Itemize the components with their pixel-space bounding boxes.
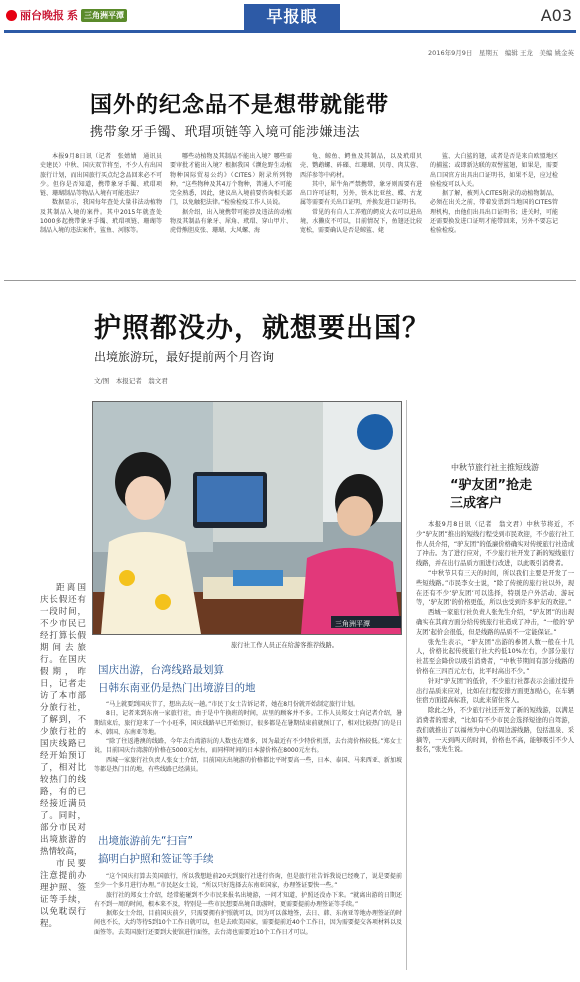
section-heading: 搞明白护照和签证等手续 [98,853,214,865]
story2-title: 护照都没办，就想要出国？ [94,313,430,344]
side-story-title: “驴友团”抢走 [450,478,533,493]
side-para: 本报9月8日讯（记者 翁文君）中秋节将近，不少“驴友团”推出的短线行程受到市民欢迎，不少旅行社工作人员介绍，“驴友团”的低廉价格确实对传统旅行社造成了冲击。为了进行应对，不少旅行社开发了新的短线旅行线路，并在出行品质方面进行改进，以此吸引消费者。 [416,521,574,568]
story1-para: 数据显示，我国每年查处大量非法动植物及其制品入境的案件。其中2015年就查处1000多起携带象牙手镯、玳瑁项链、珊瑚等制品入境的违法案件，鲨鱼、河豚等。 [40,199,162,235]
photo-illustration [93,402,401,634]
story2-intro: 距离国庆长假还有一段时间，不少市民已经打算长假期间去旅行。在国庆假期，昨日，记者走访了本市部分旅行社，了解到，不少旅行社的国庆线路已经开始预订了，相对比较热门的线路，有的已经接近满员了。同时，部分市民对出境旅游的热情较高， [40,583,86,857]
story1-para: 据介绍，出入境携带可能涉及违法的动植物及其制品有象牙、犀角、玳瑁、穿山甲片、虎骨熊胆皮张、珊瑚、大风螺、海 [170,208,292,235]
story1-col2 [170,152,292,270]
story1-para: 其中，犀牛角严禁携带，象牙则需要有进出口许可证明，另外，铁木比亚丝、蝶、古龙属等需要有关出口证明，并换发进口证明书。 [300,180,422,207]
masthead-rule [4,30,576,33]
story2-body2 [94,872,402,972]
story1-para: 鲨、大白鲨的翅，或者是否是来自欧盟地区的捕鲨；或即新达联的双髻鲨翅，如果是，需要出口国官方出具出口证明书，如果不是，应过检验检疫可以入关。 [430,153,558,188]
section-title: 早报眼 [244,4,340,30]
section-word: 系 [67,9,78,22]
story1-col3 [300,152,422,270]
side-para: “中秋节只有三天的时间，所以我们主要是开发了一些短线路。”市民李女士说，“除了传统的旅行社以外，现在还有不少‘驴友团’可以选择，特别是户外活动、游玩等，‘驴友团’的价格更低，所以也受到许多驴友的欢迎。” [416,569,574,607]
side-story-header [416,462,574,513]
story2-para: 8日，记者来到东南一家旅行社，由于是中午换班的时间，店里的顾客并不多。工作人员郑女士向记者介绍，暑期结束后，旅行迎来了一个小旺季，国庆线路早已开始预订，很多都是在暑期结束前就预订了，相对比较热门的是日本、韩国、东南亚等地。 [94,710,402,736]
side-para: 张先生表示，“驴友团”出游的参团人数一般在十几人，价格比起传统旅行社大约低10%左右，少部分旅行社甚至会降价以吸引消费者，“中秋节期间有部分线路的价格在三四百元左右，比平时高出不少。” [416,638,574,675]
story2-subtitle: 出境旅游玩，最好提前两个月咨询 [94,350,275,364]
story1-lead: 本报9月8日讯（记者 张婧婧 通讯员 史建民）中秋、国庆双节将至，不少人有出国旅行计划，而出国旅行买点纪念品回来必不可少。但你是否知道，携带象牙手镯、玳瑁项链、珊瑚制品等物品入境有可能违法？ [40,153,169,198]
dateline: 2016年9月9日 星期五 编辑 王龙 美编 姚金英 [428,49,574,57]
story2-byline: 文/图 本报记者 翁文君 [94,377,168,385]
side-story-kicker: 中秋节旅行社主推短线游 [451,463,539,472]
paper-name: 丽台晚报 [20,9,64,22]
story1-subtitle: 携带象牙手镯、玳瑁项链等入境可能涉嫌违法 [90,125,361,140]
photo-watermark: 三角洲平潭 [335,620,370,628]
side-story-title-2: 三成客户 [450,496,503,511]
column-divider [406,400,407,970]
story1-para: 哪些动植物及其制品不能出入境？哪些需要审批才能出入境？根据我国《濒危野生动植物种国际贸易公约》（CITES）附录所列物种，“这些物种及其4万个物种，普通人不可能完全熟悉，因此，建议出入境前要咨询相关部门，以免触犯法律。”检验检疫工作人员说。 [170,153,292,207]
story1-para: 龟、鲸鱼、鳄鱼及其制品，以及玳瑁贝壳、鹦鹉螺、砗磲、红珊瑚、贝母、肉苁蓉、西洋参等中药材。 [300,153,422,179]
side-story-body [416,520,574,970]
side-para: 西城一家旅行社负责人张先生介绍，“驴友团”的出现确实在其商方面分给传统旅行社造成了冲击，“一般的‘驴友团’起价会很低，但是线路的品质不一定能保证。” [416,609,574,636]
masthead [4,4,576,30]
story1-col1 [40,152,169,270]
story2-intro: 市民要注意提前办理护照、签证等手续，以免耽误行程。 [40,859,86,929]
section-heading: 日韩东南亚仍是热门出境游目的地 [98,682,256,694]
story2-left-col [40,582,86,964]
story-divider [4,280,576,281]
side-para: 除此之外，不少旅行社还开发了新的短线游，以满足消费者的需求，“比如有不少市民会选择短途的自驾游，我们就推出了以福州为中心的周边游线路，包括温泉、采摘等，一天到两天的时间，价格也不高，能够吸引不少人报名，”张先生说。 [416,707,574,754]
story2-para: 旅行社的郑女士介绍，经常能碰到不少市民来报名出境游，一问才知道，护照还没办下来。“就离出游的日期还有不到一周的时间，根本来不及，特别是一些市民想要出境自助游时，更需要提前办理签证等手续。” [94,891,402,908]
paper-logo [6,7,127,23]
story2-para: 西城一家旅行社负责人张女士介绍，目前国庆出境游的价格都比平时要高一些，日本、泰国、马来西亚、新加坡等都是热门目的地，有些线路已经满员。 [94,756,402,774]
story2-body1 [94,700,402,828]
story2-para: “这个国庆打算去美国旅行，所以我想趁前20天到旅行社进行咨询，但是旅行社告诉我说已经晚了，说是要提前至少一个多月进行办理。”市民赵女士说，“所以只好选择去东南亚国家，办理签证要快一些。” [94,873,402,890]
logo-mark-icon [6,10,17,21]
section-heading: 国庆出游，台湾线路最划算 [98,664,224,676]
photo-caption: 旅行社工作人员正在给游客推荐线路。 [231,642,339,649]
story1-para: 据了解，被列入CITES附录的动植物制品，必须在出关之前，带着发票到当地国的CITES管理机构，由他们出具出口证明书；进关时，可能还需要换发进口证明才能带回来，另外不要忘记检验检疫。 [430,190,558,235]
story2-para: “马上就要到国庆节了，想出去玩一趟。”市民丁女士告诉记者，她在8月份就开始制定旅行计划。 [106,701,360,708]
travel-agency-photo [92,401,402,635]
story2-para: “除了往返港澳的线路，今年去台湾游玩的人数也在增多，因为最近有不少特价机票，去台湾价格较低。”郑女士说，目前国庆台湾游的价格在5000元左右，而同样时间的日本游价格在8000元左右。 [94,738,402,755]
edition-tag: 三角洲平潭 [81,9,127,22]
story1-title: 国外的纪念品不是想带就能带 [90,93,390,118]
section-heading: 出境旅游前先“扫盲” [98,835,193,847]
side-para: 针对“驴友团”的低价，不少旅行社都表示会通过提升出行品质来应对，比如在行程安排方面更加贴心，在车辆住宿方面提高标准，以此来留住客人。 [416,677,574,705]
story1-para: 常见的有自人工养殖的鳄皮大衣可以进出境，水獭皮不可以，目前情况下，鱼翅还比较宽松，需要确认是否是鲸鲨、姥 [300,208,422,235]
story1-col4 [430,152,558,270]
page-number: A03 [540,6,572,25]
story2-para: 据郑女士介绍，目前国庆前夕，只需要拥有护照就可以，因为可以落地签，去日、韩、东南亚等地办理签证的时间也不长，大约等待5到10个工作日就可以，但是去欧美国家，需要提前近40个工作日，因为需要提交各项材料以及面签等。去美国旅行还要到大使馆进行面签，去台湾也需要近10个工作日才可以。 [94,910,402,936]
